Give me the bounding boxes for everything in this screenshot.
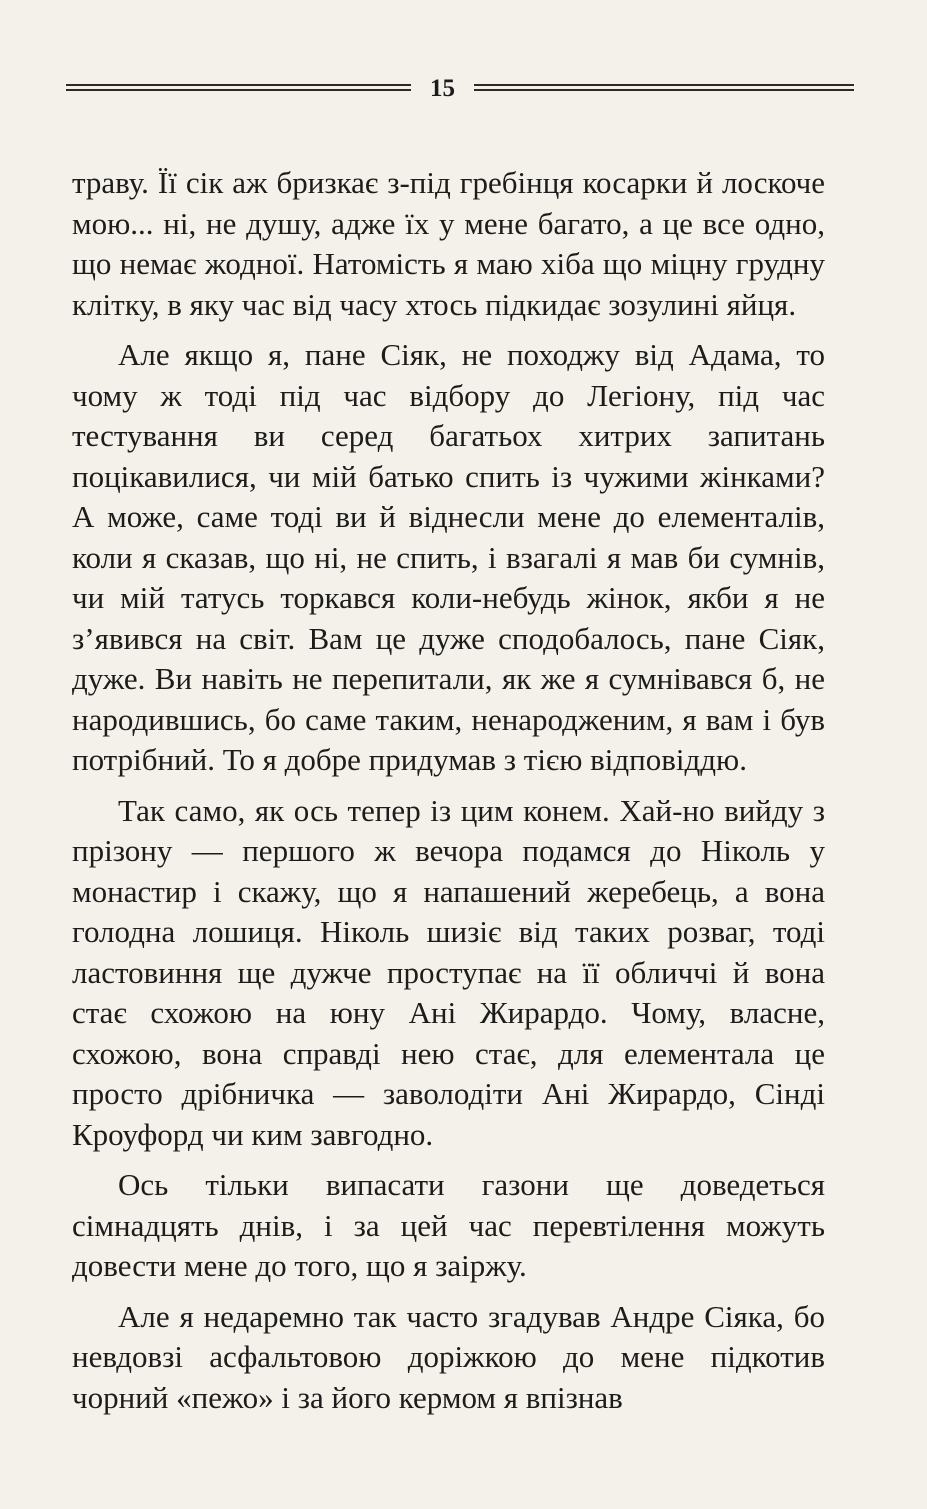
paragraph-3: Так само, як ось тепер із цим конем. Хай-но вийду з прізону — першого ж вечора подамся до Ніколь у монастир і скажу, що я напашений жеребець, а вона голодна лошиця. Ніколь шизіє від таких розваг, тоді ластовиння ще дужче проступає на її обличчі й вона стає схожою на юну Ані Жирардо. Чому, власне, схожою, вона справді нею стає, для елементала це просто дрібничка — заволодіти Ані Жирардо, Сінді Кроуфорд чи ким завгодно. xyxy=(72,792,825,1152)
header-rule-right xyxy=(474,84,854,91)
paragraph-1: траву. Її сік аж бризкає з-під гребінця косарки й лоскоче мою... ні, не душу, адже їх у мене багато, а це все одно, що немає жодної. Натомість я маю хіба що міцну грудну клітку, в яку час від часу хтось підкидає зозулині яйця. xyxy=(72,165,825,322)
page-header xyxy=(66,72,854,108)
paragraph-2: Але якщо я, пане Сіяк, не походжу від Адама, то чому ж тоді під час відбору до Легіону, під час тестування ви серед багатьох хитрих запитань поцікавилися, чи мій батько спить із чужими жінками? А може, саме тоді ви й віднесли мене до елементалів, коли я сказав, що ні, не спить, і взагалі я мав би сумнів, чи мій татусь торкався коли-небудь жінок, якби я не з’явився на світ. Вам це дуже сподобалось, пане Сіяк, дуже. Ви навіть не перепитали, як же я сумнівався б, не народившись, бо саме таким, ненародженим, я вам і був потрібний. То я добре придумав з тією відповіддю. xyxy=(72,337,825,777)
page-number: 15 xyxy=(430,75,455,102)
header-rule-left xyxy=(66,84,411,91)
body-text xyxy=(72,163,825,1418)
paragraph-4: Ось тільки випасати газони ще доведеться сімнадцять днів, і за цей час перевтілення можуть довести мене до того, що я заіржу. xyxy=(72,1167,825,1283)
paragraph-5: Але я недаремно так часто згадував Андре Сіяка, бо невдовзі асфальтовою доріжкою до мене підкотив чорний «пежо» і за його кермом я впізнав xyxy=(72,1298,825,1415)
